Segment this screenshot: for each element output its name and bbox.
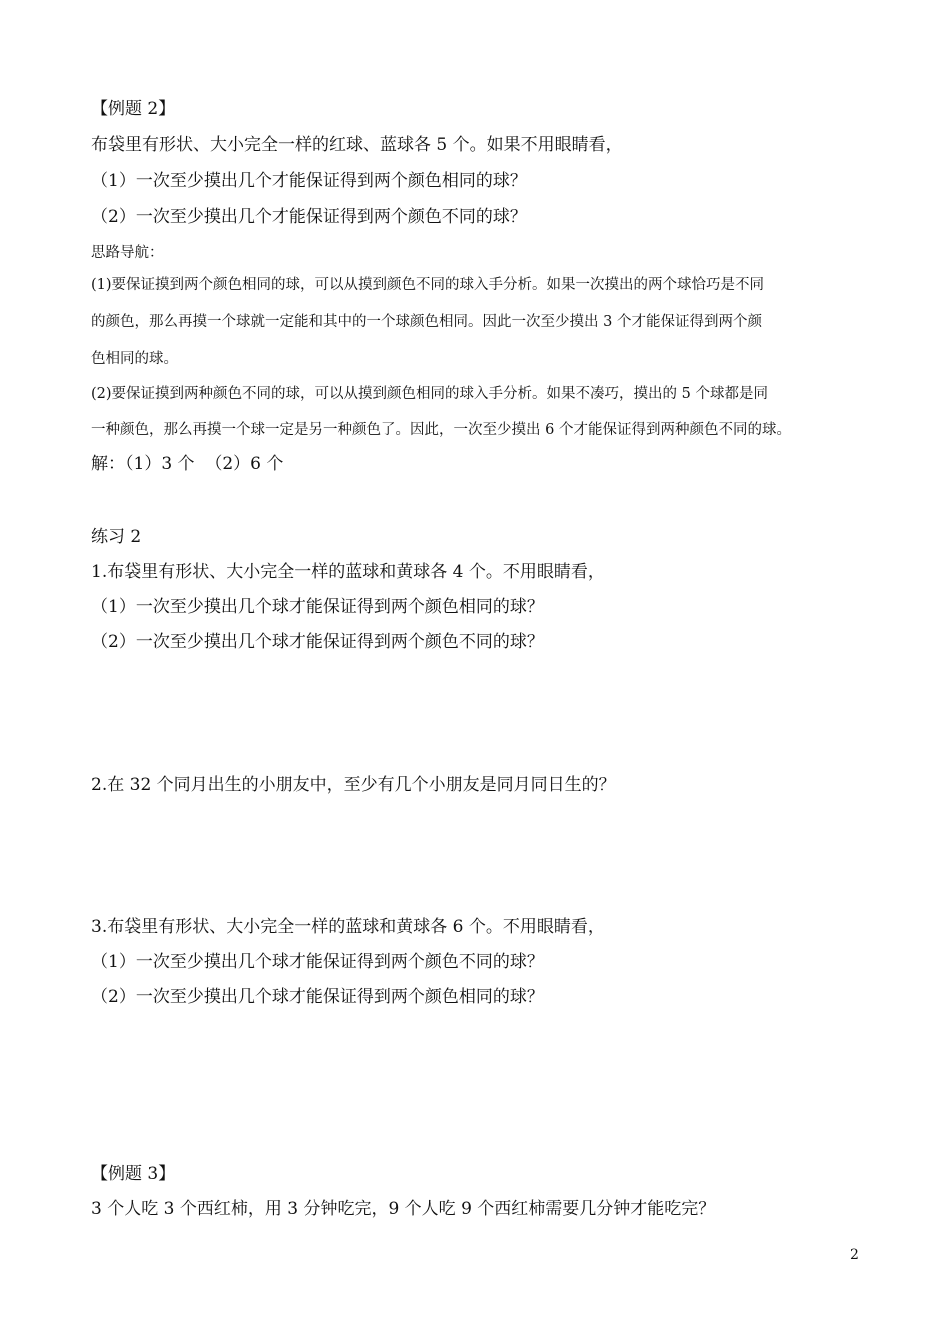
practice-problem-1-question-2: （2）一次至少摸出几个球才能保证得到两个颜色不同的球？: [91, 632, 544, 652]
example2-question-1: （1）一次至少摸出几个才能保证得到两个颜色相同的球？: [91, 171, 527, 191]
example3-heading: 【例题 3】: [91, 1164, 176, 1184]
hint1-line: 色相同的球。: [91, 351, 178, 367]
hint2-line: 一种颜色，那么再摸一个球一定是另一种颜色了。因此，一次至少摸出 6 个才能保证得到两种颜色不同的球。: [91, 422, 791, 438]
practice-problem-3-question-1: （1）一次至少摸出几个球才能保证得到两个颜色不同的球？: [91, 952, 544, 972]
practice-problem-2: 2.在 32 个同月出生的小朋友中，至少有几个小朋友是同月同日生的？: [91, 775, 616, 795]
example2-answer: 解：（1）3 个 （2）6 个: [91, 454, 284, 474]
practice2-heading: 练习 2: [91, 527, 142, 547]
practice-problem-1: 1.布袋里有形状、大小完全一样的蓝球和黄球各 4 个。不用眼睛看，: [91, 562, 605, 582]
hint2-line: (2)要保证摸到两种颜色不同的球，可以从摸到颜色相同的球入手分析。如果不凑巧，摸出的 5 个球都是同: [91, 386, 768, 402]
example2-question-2: （2）一次至少摸出几个才能保证得到两个颜色不同的球？: [91, 207, 527, 227]
practice-problem-1-question-1: （1）一次至少摸出几个球才能保证得到两个颜色相同的球？: [91, 597, 544, 617]
practice-problem-3-question-2: （2）一次至少摸出几个球才能保证得到两个颜色相同的球？: [91, 987, 544, 1007]
hint1-line: (1)要保证摸到两个颜色相同的球，可以从摸到颜色不同的球入手分析。如果一次摸出的两个球恰巧是不同: [91, 277, 765, 293]
example2-heading: 【例题 2】: [91, 99, 176, 119]
hint1-line: 的颜色，那么再摸一个球就一定能和其中的一个球颜色相同。因此一次至少摸出 3 个才能保证得到两个颜: [91, 314, 762, 330]
example2-problem: 布袋里有形状、大小完全一样的红球、蓝球各 5 个。如果不用眼睛看，: [91, 135, 623, 155]
example3-problem: 3 个人吃 3 个西红柿，用 3 分钟吃完，9 个人吃 9 个西红柿需要几分钟才能吃完？: [91, 1199, 716, 1219]
practice-problem-3: 3.布袋里有形状、大小完全一样的蓝球和黄球各 6 个。不用眼睛看，: [91, 917, 605, 937]
page-number: 2: [850, 1247, 859, 1263]
hint-title: 思路导航：: [91, 245, 164, 261]
